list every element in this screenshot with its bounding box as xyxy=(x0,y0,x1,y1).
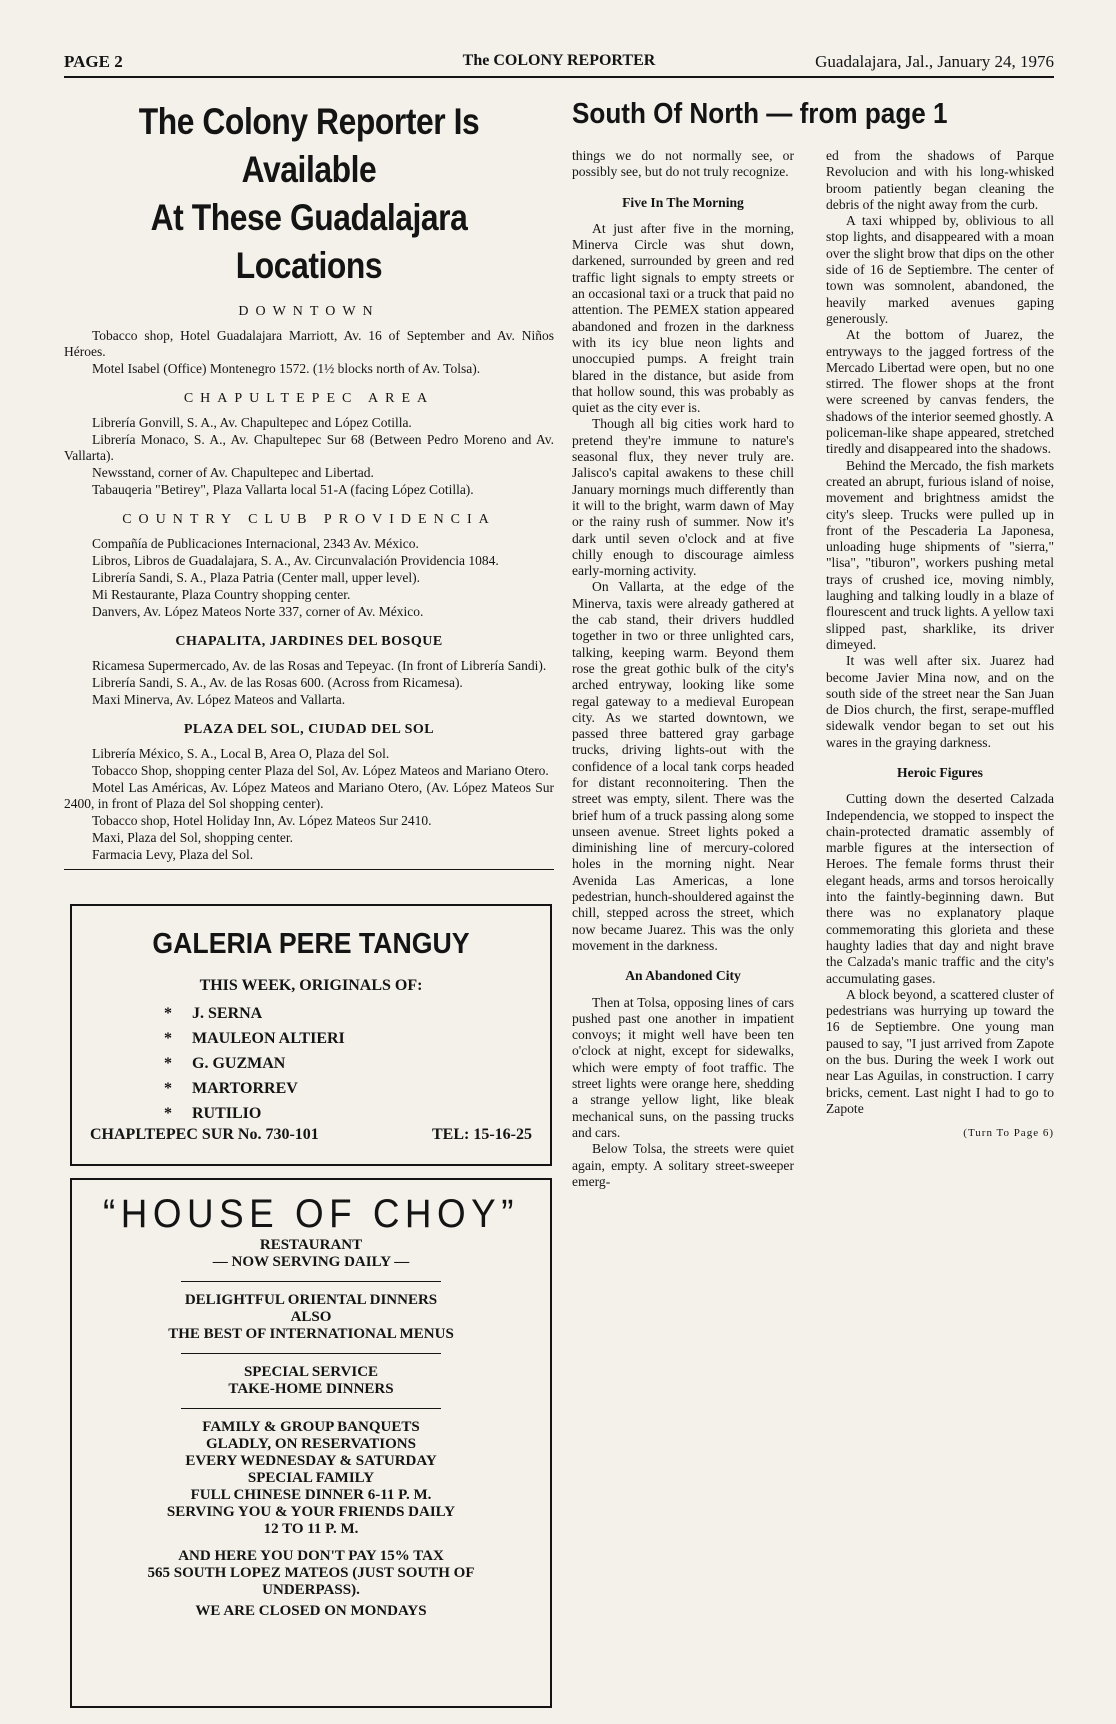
location-entry: Librería Gonvill, S. A., Av. Chapultepec and López Cotilla. xyxy=(92,415,412,430)
location-entry: Mi Restaurante, Plaza Country shopping center. xyxy=(92,587,351,602)
paragraph: It was well after six. Juarez had become Javier Mina now, and on the south side of the street near the San Juan de Dios church, the first, serape-muffled sidewalk vendor began to set out his wares in the graying darkness. xyxy=(826,653,1054,750)
locations-rule xyxy=(64,869,554,870)
locations-headline xyxy=(98,98,519,290)
headline-line-1: The Colony Reporter Is Available xyxy=(138,101,480,190)
locations-list xyxy=(64,304,554,863)
divider xyxy=(181,1281,441,1282)
ad-line: AND HERE YOU DON'T PAY 15% TAX xyxy=(178,1548,444,1564)
artist-item xyxy=(164,1026,550,1051)
location-entry: Libros, Libros de Guadalajara, S. A., Av. Circunvalación Providencia 1084. xyxy=(92,553,499,568)
ad-line: RESTAURANT xyxy=(259,1237,363,1253)
artist-item xyxy=(164,1001,550,1026)
section-title: CHAPALITA, JARDINES DEL BOSQUE xyxy=(175,634,443,649)
masthead-rule xyxy=(64,76,1054,78)
location-entry: Compañía de Publicaciones Internacional, 2343 Av. México. xyxy=(92,536,419,551)
asterisk-bullet: * xyxy=(164,1080,172,1097)
ad-line: DELIGHTFUL ORIENTAL DINNERS xyxy=(184,1292,438,1308)
subhead: Five In The Morning xyxy=(622,194,744,210)
location-entry: Tobacco shop, Hotel Holiday Inn, Av. López Mateos Sur 2410. xyxy=(92,813,432,828)
location-entry: Librería México, S. A., Local B, Area O, Plaza del Sol. xyxy=(92,746,390,761)
paragraph: At the bottom of Juarez, the entryways to the jagged fortress of the Mercado Libertad were open, but no one stirred. The flower shops at the front were screened by canvas fenders, the shadows of the interior seemed ghostly. A policeman-like shape appeared, stretched tiredly and disappeared into the shadows. xyxy=(826,327,1054,457)
headline-line-2: At These Guadalajara Locations xyxy=(150,197,468,286)
location-entry: Newsstand, corner of Av. Chapultepec and Libertad. xyxy=(92,465,374,480)
ad-line: SERVING YOU & YOUR FRIENDS DAILY xyxy=(166,1504,456,1520)
paragraph: Though all big cities work hard to pretend they're immune to nature's seasonal flux, they never truly are. Jalisco's capital awakens to these chill January mornings much differently than it will to the bright, warm dawn of May or the rainy rush of summer. Now it's dark until seven o'clock and at five chilly enough to discourage aimless early-morning activity. xyxy=(572,416,794,579)
paragraph: Cutting down the deserted Calzada Independencia, we stopped to inspect the chain-protected dramatic assembly of marble figures at the intersection of Heroes. The female forms thrust their elegant heads, arms and torsos heroically into the faintly-beginning dawn. But there was no explanatory plaque commemorating this glorieta and these haughty ladies that day and night brave the Calzada's manic traffic and the city's accumulating gases. xyxy=(826,791,1054,986)
paragraph: ed from the shadows of Parque Revolucion and with his long-whisked broom patiently began cleaning the debris of the night away from the curb. xyxy=(826,148,1054,212)
paragraph: Then at Tolsa, opposing lines of cars pushed past one another in impatient convoys; it might well have been ten o'clock at night, except for sidewalks, which were empty of foot traffic. The street lights were orange here, shedding a strange yellow light, like bleak mechanical suns, on the passing trucks and cars. xyxy=(572,994,794,1140)
artist-item xyxy=(164,1101,550,1126)
restaurant-intro xyxy=(72,1237,550,1271)
ad-line: FULL CHINESE DINNER 6-11 P. M. xyxy=(190,1487,432,1503)
ad-line: TAKE-HOME DINNERS xyxy=(228,1381,394,1397)
subhead: An Abandoned City xyxy=(625,968,741,984)
subhead: Heroic Figures xyxy=(897,764,983,780)
section-title: PLAZA DEL SOL, CIUDAD DEL SOL xyxy=(183,722,435,737)
ad-line: ALSO xyxy=(290,1309,332,1325)
location-entry: Maxi, Plaza del Sol, shopping center. xyxy=(92,830,293,845)
restaurant-banquets xyxy=(72,1419,550,1538)
section-title: CHAPULTEPEC AREA xyxy=(183,391,435,406)
ad-line: SPECIAL FAMILY xyxy=(247,1470,375,1486)
ad-line: FAMILY & GROUP BANQUETS xyxy=(202,1419,420,1435)
paragraph: At just after five in the morning, Minerva Circle was shut down, darkened, surrounded by green and red traffic light signals to empty streets or an occasional taxi or a truck that paid no attention. The PEMEX station appeared abandoned and frozen in the darkness with its icy blue neon lights and unoccupied pumps. A freight train blared in the distance, but aside from that hollow sound, this was probably as quiet as the city ever is. xyxy=(572,220,794,416)
page-number: PAGE 2 xyxy=(64,52,123,71)
location-entry: Ricamesa Supermercado, Av. de las Rosas and Tepeyac. (In front of Librería Sandi). xyxy=(92,658,547,673)
artist-name: MAULEON ALTIERI xyxy=(192,1030,345,1047)
restaurant-name: “HOUSE OF CHOY” xyxy=(102,1192,520,1236)
gallery-name: GALERIA PERE TANGUY xyxy=(152,928,470,960)
paper-name: The COLONY REPORTER xyxy=(462,52,656,69)
gallery-address: CHAPLTEPEC SUR No. 730-101 xyxy=(90,1126,319,1143)
divider xyxy=(181,1353,441,1354)
location-entry: Farmacia Levy, Plaza del Sol. xyxy=(92,847,254,862)
artist-name: G. GUZMAN xyxy=(192,1055,286,1072)
section-title: DOWNTOWN xyxy=(238,304,380,319)
restaurant-takehome xyxy=(72,1364,550,1398)
paragraph: On Vallarta, at the edge of the Minerva, taxis were already gathered at the cab stand, their drivers huddled together in two or three unlighted cars, talking, keeping warm. Beyond them rose the great gothic bulk of the city's arched entryway, looking like some regal gateway to a medieval European city. As we started downtown, we passed three battered gray garbage trucks, driving lights-out with the confidence of a local tank corps headed for distant reconnoitering. Then the street was empty, silent. There was the brief hum of a truck passing along some unseen avenue. Street lights poked a diminishing line of mercury-colored holes in the morning night. Near Avenida Las Americas, a lone pedestrian, hunch-shouldered against the chill, stepped across the street, which now became Juarez. This was the only movement in the darkness. xyxy=(572,579,794,953)
location-entry: Maxi Minerva, Av. López Mateos and Vallarta. xyxy=(92,692,346,707)
divider xyxy=(181,1408,441,1409)
ad-line: GLADLY, ON RESERVATIONS xyxy=(206,1436,416,1452)
article-headline: South Of North — from page 1 xyxy=(572,98,948,130)
ad-line: 565 SOUTH LOPEZ MATEOS (JUST SOUTH OF xyxy=(147,1565,475,1581)
dateline: Guadalajara, Jal., January 24, 1976 xyxy=(815,52,1054,71)
location-entry: Tobacco shop, Hotel Guadalajara Marriott, Av. 16 of September and Av. Niños Héroes. xyxy=(64,328,554,359)
artist-item xyxy=(164,1076,550,1101)
restaurant-ad xyxy=(70,1178,552,1708)
location-entry: Librería Sandi, S. A., Av. de las Rosas 600. (Across from Ricamesa). xyxy=(92,675,463,690)
asterisk-bullet: * xyxy=(164,1105,172,1122)
artist-item xyxy=(164,1051,550,1076)
location-entry: Motel Isabel (Office) Montenegro 1572. (1½ blocks north of Av. Tolsa). xyxy=(92,361,481,376)
ad-line: THE BEST OF INTERNATIONAL MENUS xyxy=(168,1326,454,1342)
paragraph: A taxi whipped by, oblivious to all stop lights, and disappeared with a moan over the slight brow that dips on the other side of 16 de Septiembre. The center of town was somnolent, abandoned, the heavily marked avenues gaping generously. xyxy=(826,213,1054,326)
restaurant-closed: WE ARE CLOSED ON MONDAYS xyxy=(195,1603,427,1619)
gallery-footer xyxy=(90,1126,532,1144)
location-entry: Tabauqeria "Betirey", Plaza Vallarta local 51-A (facing López Cotilla). xyxy=(92,482,474,497)
ad-line: SPECIAL SERVICE xyxy=(243,1364,379,1380)
ad-line: UNDERPASS). xyxy=(262,1582,360,1598)
ad-line: — NOW SERVING DAILY — xyxy=(212,1254,410,1270)
jump-line: (Turn To Page 6) xyxy=(963,1127,1054,1140)
ad-line: EVERY WEDNESDAY & SATURDAY xyxy=(185,1453,437,1469)
paragraph: A block beyond, a scattered cluster of pedestrians was hurrying up toward the 16 de Septiembre. One young man paused to say, "I just arrived from Zapote on the bus. During the week I work out near Las Aguilas, in construction. I carry bricks, cement. Last night I had to go to Zapote xyxy=(826,986,1054,1116)
location-entry: Motel Las Américas, Av. López Mateos and Mariano Otero, (Av. López Mateos Sur 2400, in front of Plaza del Sol shopping center). xyxy=(64,780,554,811)
paragraph: Behind the Mercado, the fish markets created an abrupt, furious island of noise, movement and brightness amidst the city's sleep. Trucks were pulled up in front of the Pescaderia La Japonesa, unloading huge shipments of "sierra," "lisa", "tiburon", workers pushing metal trays of crushed ice, moving nimbly, laughing and talking loudly in a blaze of flourescent and truck lights. A yellow taxi slipped past, sharklike, its driver dimeyed. xyxy=(826,457,1054,652)
gallery-phone: TEL: 15-16-25 xyxy=(432,1126,532,1143)
asterisk-bullet: * xyxy=(164,1055,172,1072)
artist-list xyxy=(164,1001,550,1126)
restaurant-menus xyxy=(72,1292,550,1343)
locations-box xyxy=(64,98,554,870)
location-entry: Librería Monaco, S. A., Av. Chapultepec Sur 68 (Between Pedro Moreno and Av. Vallarta). xyxy=(64,432,554,463)
section-title: COUNTRY CLUB PROVIDENCIA xyxy=(122,512,496,527)
artist-name: MARTORREV xyxy=(192,1080,298,1097)
artist-name: RUTILIO xyxy=(192,1105,262,1122)
asterisk-bullet: * xyxy=(164,1005,172,1022)
artist-name: J. SERNA xyxy=(192,1005,263,1022)
location-entry: Tobacco Shop, shopping center Plaza del Sol, Av. López Mateos and Mariano Otero. xyxy=(92,763,549,778)
masthead xyxy=(64,52,1054,78)
gallery-ad xyxy=(70,904,552,1166)
restaurant-address xyxy=(72,1548,550,1599)
paragraph: Below Tolsa, the streets were quiet again, empty. A solitary street-sweeper emerg- xyxy=(572,1141,794,1189)
ad-line: 12 TO 11 P. M. xyxy=(263,1521,359,1537)
asterisk-bullet: * xyxy=(164,1030,172,1047)
location-entry: Librería Sandi, S. A., Plaza Patria (Center mall, upper level). xyxy=(92,570,421,585)
location-entry: Danvers, Av. López Mateos Norte 337, corner of Av. México. xyxy=(92,604,424,619)
article-column-1 xyxy=(572,148,794,1190)
article-column-2 xyxy=(826,148,1054,1142)
gallery-subtitle: THIS WEEK, ORIGINALS OF: xyxy=(199,977,423,994)
paragraph: things we do not normally see, or possibly see, but do not truly recognize. xyxy=(572,148,794,180)
